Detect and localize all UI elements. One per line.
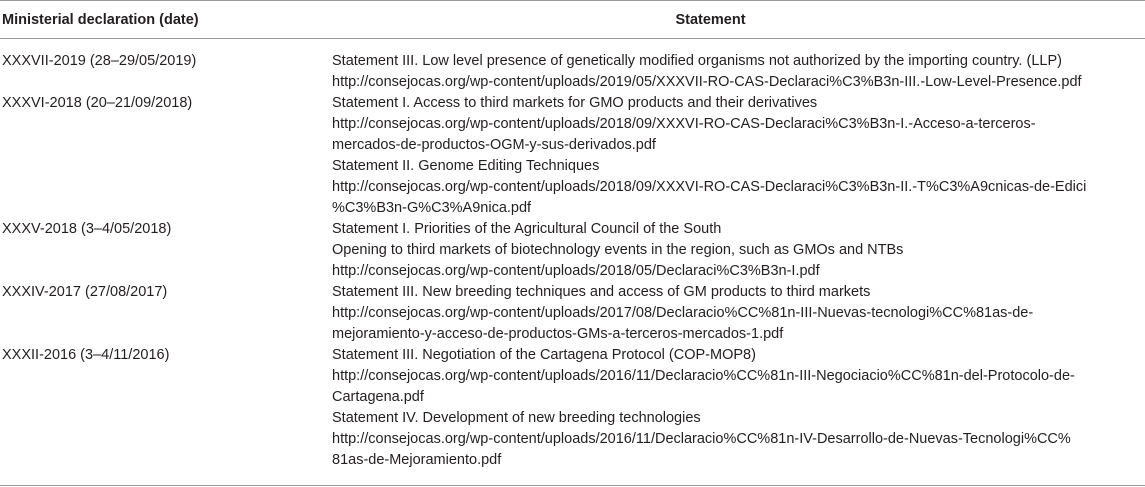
- row-statement: [332, 51, 1145, 93]
- table-row: [0, 282, 1145, 345]
- row-declaration: XXXIV-2017 (27/08/2017): [2, 284, 168, 300]
- statement-title: Statement III. Negotiation of the Cartagena Protocol (COP-MOP8): [332, 347, 756, 363]
- statement-url-continued: 81as-de-Mejoramiento.pdf: [332, 452, 502, 468]
- row-statement: [332, 282, 1145, 345]
- row-declaration: XXXVI-2018 (20–21/09/2018): [2, 95, 193, 111]
- statement-title: Statement I. Access to third markets for GMO products and their derivatives: [332, 95, 818, 111]
- statement-title: Statement III. Low level presence of genetically modified organisms not authorized by the importing country. (LLP): [332, 53, 1062, 69]
- statement-url: http://consejocas.org/wp-content/uploads/2019/05/XXXVII-RO-CAS-Declaraci%C3%B3n-III.-Low-Level-Presence.pdf: [332, 74, 1082, 90]
- table-row: [0, 93, 1145, 219]
- table-body: [0, 39, 1145, 471]
- table-header-row: [0, 1, 1145, 38]
- statement-url: http://consejocas.org/wp-content/uploads/2018/05/Declaraci%C3%B3n-I.pdf: [332, 263, 820, 279]
- statement-title: Statement II. Genome Editing Techniques: [332, 158, 600, 174]
- statement-description: Opening to third markets of biotechnology events in the region, such as GMOs and NTBs: [332, 242, 904, 258]
- statement-url-continued: mejoramiento-y-acceso-de-productos-GMs-a-terceros-mercados-1.pdf: [332, 326, 784, 342]
- header-declaration: Ministerial declaration (date): [2, 11, 199, 28]
- statement-url-continued: %C3%B3n-G%C3%A9nica.pdf: [332, 200, 532, 216]
- table-row: [0, 345, 1145, 471]
- row-declaration: XXXV-2018 (3–4/05/2018): [2, 221, 172, 237]
- table-row: [0, 219, 1145, 282]
- row-declaration: XXXVII-2019 (28–29/05/2019): [2, 53, 197, 69]
- statement-url: http://consejocas.org/wp-content/uploads/2018/09/XXXVI-RO-CAS-Declaraci%C3%B3n-I.-Acceso-a-terceros-: [332, 116, 1036, 132]
- statement-title: Statement III. New breeding techniques and access of GM products to third markets: [332, 284, 871, 300]
- table-row: [0, 51, 1145, 93]
- row-statement: [332, 93, 1145, 219]
- statement-url: http://consejocas.org/wp-content/uploads/2016/11/Declaracio%CC%81n-III-Negociacio%CC%81n-del-Protocolo-de-: [332, 368, 1075, 384]
- statement-url-continued: Cartagena.pdf: [332, 389, 424, 405]
- statement-title: Statement IV. Development of new breeding technologies: [332, 410, 701, 426]
- row-declaration: XXXII-2016 (3–4/11/2016): [2, 347, 170, 363]
- header-statement: Statement: [675, 11, 746, 28]
- statement-url: http://consejocas.org/wp-content/uploads/2016/11/Declaracio%CC%81n-IV-Desarrollo-de-Nuevas-Tecnologi%CC%: [332, 431, 1071, 447]
- table-bottom-rule: [0, 485, 1145, 486]
- statement-url: http://consejocas.org/wp-content/uploads/2018/09/XXXVI-RO-CAS-Declaraci%C3%B3n-II.-T%C3%A9cnicas-de-Edici: [332, 179, 1087, 195]
- statement-title: Statement I. Priorities of the Agricultural Council of the South: [332, 221, 722, 237]
- statement-url-continued: mercados-de-productos-OGM-y-sus-derivados.pdf: [332, 137, 656, 153]
- row-statement: [332, 219, 1145, 282]
- statement-url: http://consejocas.org/wp-content/uploads/2017/08/Declaracio%CC%81n-III-Nuevas-tecnologi%CC%81as-de-: [332, 305, 1034, 321]
- row-statement: [332, 345, 1145, 471]
